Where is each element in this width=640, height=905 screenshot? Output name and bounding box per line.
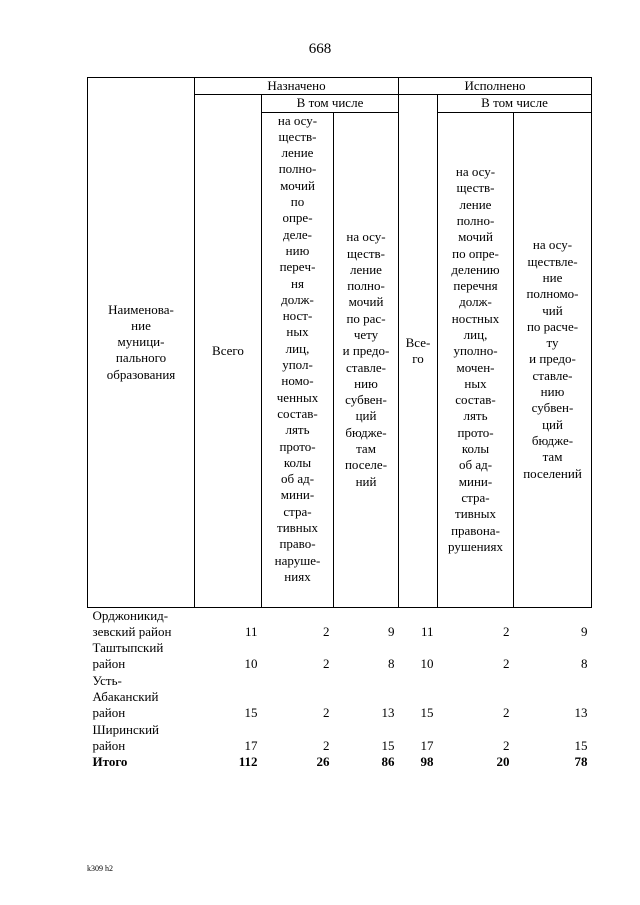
data-table [87, 77, 592, 771]
cell-value: 2 [503, 656, 510, 672]
header-executed-including: В том числе [438, 95, 592, 112]
cell-value: 8 [388, 656, 395, 672]
total-value: 78 [574, 754, 588, 770]
header-assigned-total: Всего [195, 95, 262, 607]
cell-value: 17 [244, 737, 258, 753]
header-assigned-protocols: на осу- ществ- ление полно- мочий по опре- деле- нию перeч- ня долж- ност- ных лиц, упол- номо- ченных состав- лять прото- колы об ад- мини- стра- тивных право- наруше- ниях [262, 112, 334, 607]
cell-value: 10 [244, 656, 258, 672]
cell-value: 11 [420, 623, 434, 639]
total-value: 98 [420, 754, 434, 770]
header-executed-protocols: на осу- ществ- ление полно- мочий по опре- делению перечня долж- ностных лиц, уполно- мочен- ных состав- лять прото- колы об ад- мини- стра- тивных правона- рушениях [438, 112, 514, 607]
row-name: Усть- Абаканский район [92, 672, 159, 721]
page-number: 668 [308, 41, 332, 57]
table-total-row [88, 754, 592, 770]
header-executed-total: Все- го [399, 95, 438, 607]
header-assigned-including: В том числе [262, 95, 399, 112]
header-assigned: Назначено [195, 78, 399, 95]
cell-value: 2 [503, 623, 510, 639]
header-assigned-subventions: на осу- ществ- ление полно- мочий по рас- чету и предо- ставле- нию субвен- ций бюдже- там поселе- ний [334, 112, 399, 607]
total-value: 20 [496, 754, 510, 770]
row-name: Орджоникид- зевский район [92, 607, 172, 639]
cell-value: 2 [323, 705, 330, 721]
cell-value: 11 [244, 623, 258, 639]
cell-value: 2 [323, 656, 330, 672]
cell-value: 10 [420, 656, 434, 672]
table-row [88, 640, 592, 673]
header-executed: Исполнено [399, 78, 592, 95]
header-name-column: Наименова- ние муници- пального образования [88, 78, 195, 608]
row-name: Таштыпский район [92, 640, 164, 672]
cell-value: 13 [381, 705, 395, 721]
cell-value: 15 [574, 737, 588, 753]
cell-value: 8 [581, 656, 588, 672]
total-value: 112 [238, 754, 258, 770]
cell-value: 9 [388, 623, 395, 639]
cell-value: 17 [420, 737, 434, 753]
cell-value: 2 [323, 623, 330, 639]
total-label: Итого [92, 754, 128, 770]
cell-value: 13 [574, 705, 588, 721]
table-row [88, 607, 592, 640]
cell-value: 15 [244, 705, 258, 721]
cell-value: 2 [503, 705, 510, 721]
table-row [88, 722, 592, 755]
cell-value: 15 [381, 737, 395, 753]
footer-code: k309 h2 [87, 864, 113, 873]
row-name: Ширинский район [92, 721, 159, 753]
cell-value: 9 [581, 623, 588, 639]
cell-value: 2 [503, 737, 510, 753]
table-row [88, 673, 592, 722]
cell-value: 2 [323, 737, 330, 753]
header-executed-subventions: на осу- ществле- ние полномо- чий по расче- ту и предо- ставле- нию субвен- ций бюдже- там поселений [514, 112, 592, 607]
total-value: 26 [316, 754, 330, 770]
cell-value: 15 [420, 705, 434, 721]
total-value: 86 [381, 754, 395, 770]
